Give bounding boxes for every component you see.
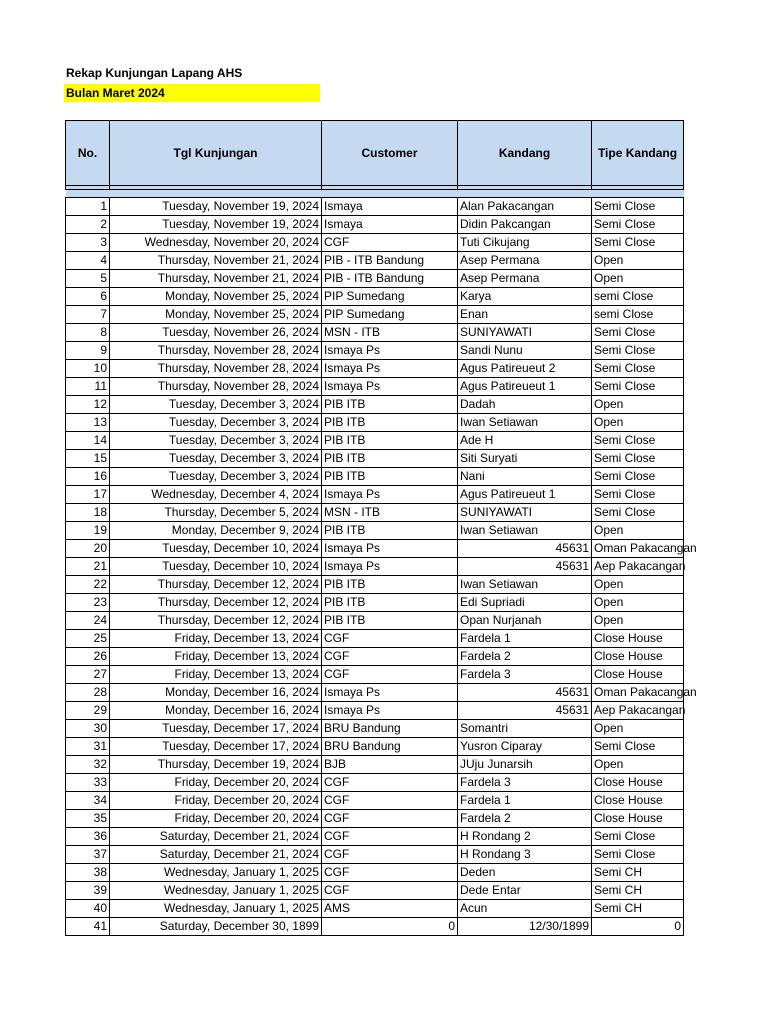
cell-customer: PIB - ITB Bandung xyxy=(322,252,458,270)
cell-tipe-kandang: Aep Pakacangan xyxy=(592,558,684,576)
cell-tipe-kandang: Close House xyxy=(592,648,684,666)
cell-customer: CGF xyxy=(322,810,458,828)
cell-tipe-kandang: Semi Close xyxy=(592,828,684,846)
cell-kandang: Asep Permana xyxy=(458,252,592,270)
cell-kandang: Fardela 1 xyxy=(458,630,592,648)
table-row xyxy=(66,630,684,648)
table-row xyxy=(66,720,684,738)
cell-kandang: Fardela 2 xyxy=(458,648,592,666)
cell-tipe-kandang: Semi Close xyxy=(592,738,684,756)
cell-tgl-kunjungan: Thursday, December 12, 2024 xyxy=(110,594,322,612)
cell-customer: CGF xyxy=(322,774,458,792)
cell-tgl-kunjungan: Friday, December 13, 2024 xyxy=(110,630,322,648)
cell-customer: BRU Bandung xyxy=(322,738,458,756)
cell-kandang: Tuti Cikujang xyxy=(458,234,592,252)
cell-tgl-kunjungan: Monday, December 16, 2024 xyxy=(110,684,322,702)
cell-tipe-kandang: Semi Close xyxy=(592,324,684,342)
cell-no: 20 xyxy=(66,540,110,558)
cell-tipe-kandang: Semi Close xyxy=(592,450,684,468)
table-row xyxy=(66,270,684,288)
table-row xyxy=(66,756,684,774)
cell-tgl-kunjungan: Thursday, December 19, 2024 xyxy=(110,756,322,774)
cell-no: 23 xyxy=(66,594,110,612)
cell-no: 8 xyxy=(66,324,110,342)
cell-customer: CGF xyxy=(322,666,458,684)
table-row xyxy=(66,810,684,828)
cell-no: 38 xyxy=(66,864,110,882)
table-row xyxy=(66,702,684,720)
cell-tgl-kunjungan: Thursday, December 12, 2024 xyxy=(110,612,322,630)
cell-kandang: 45631 xyxy=(458,684,592,702)
cell-customer: AMS xyxy=(322,900,458,918)
table-row xyxy=(66,882,684,900)
cell-tipe-kandang: Open xyxy=(592,756,684,774)
cell-kandang: Dede Entar xyxy=(458,882,592,900)
cell-tipe-kandang: Open xyxy=(592,396,684,414)
cell-kandang: SUNIYAWATI xyxy=(458,324,592,342)
table-row xyxy=(66,738,684,756)
cell-tipe-kandang: semi Close xyxy=(592,306,684,324)
cell-kandang: Asep Permana xyxy=(458,270,592,288)
cell-customer: Ismaya xyxy=(322,216,458,234)
cell-no: 7 xyxy=(66,306,110,324)
header-tipe: Tipe Kandang xyxy=(592,121,684,186)
table-row xyxy=(66,864,684,882)
table-row xyxy=(66,360,684,378)
cell-tgl-kunjungan: Tuesday, November 26, 2024 xyxy=(110,324,322,342)
cell-tgl-kunjungan: Friday, December 13, 2024 xyxy=(110,666,322,684)
cell-tipe-kandang: Close House xyxy=(592,630,684,648)
table-row xyxy=(66,396,684,414)
cell-tgl-kunjungan: Tuesday, December 3, 2024 xyxy=(110,414,322,432)
report-subtitle: Bulan Maret 2024 xyxy=(64,84,320,102)
cell-tgl-kunjungan: Saturday, December 21, 2024 xyxy=(110,846,322,864)
cell-tipe-kandang: Open xyxy=(592,270,684,288)
cell-customer: CGF xyxy=(322,648,458,666)
cell-customer: Ismaya Ps xyxy=(322,360,458,378)
cell-kandang: Karya xyxy=(458,288,592,306)
report-title: Rekap Kunjungan Lapang AHS xyxy=(66,66,243,80)
cell-kandang: Fardela 2 xyxy=(458,810,592,828)
cell-no: 15 xyxy=(66,450,110,468)
cell-tgl-kunjungan: Tuesday, December 3, 2024 xyxy=(110,468,322,486)
table-row xyxy=(66,504,684,522)
cell-customer: Ismaya Ps xyxy=(322,378,458,396)
cell-no: 25 xyxy=(66,630,110,648)
cell-tgl-kunjungan: Wednesday, November 20, 2024 xyxy=(110,234,322,252)
table-row xyxy=(66,846,684,864)
cell-kandang: Alan Pakacangan xyxy=(458,198,592,216)
cell-tipe-kandang: Aep Pakacangan xyxy=(592,702,684,720)
cell-customer: BRU Bandung xyxy=(322,720,458,738)
cell-kandang: 45631 xyxy=(458,540,592,558)
cell-kandang: SUNIYAWATI xyxy=(458,504,592,522)
cell-no: 37 xyxy=(66,846,110,864)
cell-no: 22 xyxy=(66,576,110,594)
cell-tipe-kandang: Oman Pakacangan xyxy=(592,540,684,558)
header-spacer-band xyxy=(66,190,684,198)
table-row xyxy=(66,450,684,468)
cell-customer: PIB ITB xyxy=(322,414,458,432)
cell-kandang: H Rondang 2 xyxy=(458,828,592,846)
cell-tgl-kunjungan: Friday, December 20, 2024 xyxy=(110,792,322,810)
table-row xyxy=(66,468,684,486)
cell-no: 26 xyxy=(66,648,110,666)
cell-no: 2 xyxy=(66,216,110,234)
cell-tgl-kunjungan: Thursday, November 28, 2024 xyxy=(110,360,322,378)
cell-tipe-kandang: Open xyxy=(592,612,684,630)
cell-tgl-kunjungan: Tuesday, November 19, 2024 xyxy=(110,198,322,216)
cell-no: 6 xyxy=(66,288,110,306)
cell-no: 17 xyxy=(66,486,110,504)
table-row xyxy=(66,288,684,306)
table-body xyxy=(66,198,697,936)
cell-customer: PIP Sumedang xyxy=(322,288,458,306)
table-row xyxy=(66,216,684,234)
cell-kandang: Opan Nurjanah xyxy=(458,612,592,630)
cell-no: 3 xyxy=(66,234,110,252)
cell-tipe-kandang: Open xyxy=(592,414,684,432)
cell-tgl-kunjungan: Tuesday, December 3, 2024 xyxy=(110,450,322,468)
cell-customer: 0 xyxy=(322,918,458,936)
cell-kandang: Yusron Ciparay xyxy=(458,738,592,756)
table-header-row xyxy=(66,121,684,186)
cell-kandang: Iwan Setiawan xyxy=(458,414,592,432)
cell-tipe-kandang: Open xyxy=(592,576,684,594)
cell-customer: CGF xyxy=(322,630,458,648)
cell-customer: PIB ITB xyxy=(322,396,458,414)
cell-kandang: Edi Supriadi xyxy=(458,594,592,612)
table-row xyxy=(66,594,684,612)
cell-kandang: JUju Junarsih xyxy=(458,756,592,774)
header-tgl: Tgl Kunjungan xyxy=(110,121,322,186)
table-row xyxy=(66,378,684,396)
cell-tipe-kandang: Close House xyxy=(592,810,684,828)
cell-no: 40 xyxy=(66,900,110,918)
cell-kandang: Enan xyxy=(458,306,592,324)
cell-customer: MSN - ITB xyxy=(322,504,458,522)
cell-tipe-kandang: Open xyxy=(592,720,684,738)
cell-tipe-kandang: Semi Close xyxy=(592,468,684,486)
cell-kandang: Iwan Setiawan xyxy=(458,576,592,594)
cell-kandang: 45631 xyxy=(458,702,592,720)
table-row xyxy=(66,900,684,918)
cell-customer: Ismaya Ps xyxy=(322,684,458,702)
cell-tgl-kunjungan: Saturday, December 21, 2024 xyxy=(110,828,322,846)
cell-tgl-kunjungan: Friday, December 13, 2024 xyxy=(110,648,322,666)
cell-tipe-kandang: Close House xyxy=(592,792,684,810)
cell-tgl-kunjungan: Tuesday, December 10, 2024 xyxy=(110,558,322,576)
table-row xyxy=(66,684,684,702)
cell-no: 36 xyxy=(66,828,110,846)
cell-no: 10 xyxy=(66,360,110,378)
cell-kandang: Nani xyxy=(458,468,592,486)
cell-customer: PIB ITB xyxy=(322,432,458,450)
cell-no: 24 xyxy=(66,612,110,630)
cell-no: 32 xyxy=(66,756,110,774)
cell-kandang: Sandi Nunu xyxy=(458,342,592,360)
cell-customer: CGF xyxy=(322,234,458,252)
cell-kandang: Somantri xyxy=(458,720,592,738)
cell-tgl-kunjungan: Monday, December 16, 2024 xyxy=(110,702,322,720)
cell-customer: CGF xyxy=(322,846,458,864)
cell-tgl-kunjungan: Monday, November 25, 2024 xyxy=(110,306,322,324)
cell-no: 41 xyxy=(66,918,110,936)
cell-tipe-kandang: Semi Close xyxy=(592,378,684,396)
cell-kandang: Ade H xyxy=(458,432,592,450)
cell-tipe-kandang: Oman Pakacangan xyxy=(592,684,684,702)
cell-tgl-kunjungan: Tuesday, December 10, 2024 xyxy=(110,540,322,558)
cell-tipe-kandang: Close House xyxy=(592,774,684,792)
cell-no: 18 xyxy=(66,504,110,522)
cell-no: 9 xyxy=(66,342,110,360)
header-no: No. xyxy=(66,121,110,186)
cell-customer: PIP Sumedang xyxy=(322,306,458,324)
cell-no: 31 xyxy=(66,738,110,756)
cell-no: 27 xyxy=(66,666,110,684)
cell-tgl-kunjungan: Monday, December 9, 2024 xyxy=(110,522,322,540)
cell-tipe-kandang: Semi Close xyxy=(592,234,684,252)
cell-customer: PIB - ITB Bandung xyxy=(322,270,458,288)
cell-customer: BJB xyxy=(322,756,458,774)
cell-customer: Ismaya Ps xyxy=(322,558,458,576)
cell-no: 1 xyxy=(66,198,110,216)
cell-no: 30 xyxy=(66,720,110,738)
cell-customer: CGF xyxy=(322,792,458,810)
cell-tgl-kunjungan: Friday, December 20, 2024 xyxy=(110,774,322,792)
cell-no: 28 xyxy=(66,684,110,702)
cell-tipe-kandang: Open xyxy=(592,594,684,612)
cell-tgl-kunjungan: Tuesday, December 17, 2024 xyxy=(110,738,322,756)
cell-tipe-kandang: Semi CH xyxy=(592,900,684,918)
cell-kandang: Siti Suryati xyxy=(458,450,592,468)
cell-kandang: Iwan Setiawan xyxy=(458,522,592,540)
table-row xyxy=(66,252,684,270)
cell-tgl-kunjungan: Thursday, December 5, 2024 xyxy=(110,504,322,522)
cell-tgl-kunjungan: Tuesday, November 19, 2024 xyxy=(110,216,322,234)
table-row xyxy=(66,198,684,216)
cell-customer: PIB ITB xyxy=(322,576,458,594)
cell-kandang: Agus Patireueut 1 xyxy=(458,486,592,504)
cell-no: 29 xyxy=(66,702,110,720)
cell-kandang: Acun xyxy=(458,900,592,918)
table-row xyxy=(66,540,684,558)
cell-customer: Ismaya Ps xyxy=(322,702,458,720)
table-row xyxy=(66,918,684,936)
cell-tipe-kandang: Close House xyxy=(592,666,684,684)
cell-tipe-kandang: Open xyxy=(592,252,684,270)
table-row xyxy=(66,558,684,576)
cell-customer: Ismaya Ps xyxy=(322,486,458,504)
cell-tgl-kunjungan: Thursday, November 21, 2024 xyxy=(110,270,322,288)
cell-no: 34 xyxy=(66,792,110,810)
cell-tgl-kunjungan: Saturday, December 30, 1899 xyxy=(110,918,322,936)
cell-tgl-kunjungan: Thursday, December 12, 2024 xyxy=(110,576,322,594)
cell-tgl-kunjungan: Wednesday, January 1, 2025 xyxy=(110,882,322,900)
table-row xyxy=(66,414,684,432)
cell-customer: CGF xyxy=(322,882,458,900)
cell-kandang: Agus Patireueut 2 xyxy=(458,360,592,378)
cell-tgl-kunjungan: Friday, December 20, 2024 xyxy=(110,810,322,828)
cell-customer: PIB ITB xyxy=(322,522,458,540)
cell-kandang: Fardela 1 xyxy=(458,792,592,810)
cell-no: 21 xyxy=(66,558,110,576)
cell-no: 33 xyxy=(66,774,110,792)
cell-no: 14 xyxy=(66,432,110,450)
visit-table xyxy=(65,120,697,936)
cell-customer: PIB ITB xyxy=(322,612,458,630)
cell-kandang: Agus Patireueut 1 xyxy=(458,378,592,396)
cell-no: 4 xyxy=(66,252,110,270)
cell-no: 5 xyxy=(66,270,110,288)
table-row xyxy=(66,306,684,324)
table-row xyxy=(66,486,684,504)
cell-tgl-kunjungan: Tuesday, December 17, 2024 xyxy=(110,720,322,738)
cell-kandang: Didin Pakcangan xyxy=(458,216,592,234)
cell-tgl-kunjungan: Thursday, November 28, 2024 xyxy=(110,378,322,396)
cell-tipe-kandang: Semi CH xyxy=(592,882,684,900)
table-row xyxy=(66,774,684,792)
cell-customer: Ismaya Ps xyxy=(322,540,458,558)
cell-tipe-kandang: Semi Close xyxy=(592,846,684,864)
cell-tipe-kandang: Semi Close xyxy=(592,360,684,378)
cell-kandang: H Rondang 3 xyxy=(458,846,592,864)
cell-tipe-kandang: Semi Close xyxy=(592,216,684,234)
table-row xyxy=(66,234,684,252)
cell-kandang: Fardela 3 xyxy=(458,774,592,792)
cell-customer: PIB ITB xyxy=(322,450,458,468)
cell-tipe-kandang: Semi Close xyxy=(592,486,684,504)
cell-tipe-kandang: Semi Close xyxy=(592,342,684,360)
cell-tgl-kunjungan: Wednesday, December 4, 2024 xyxy=(110,486,322,504)
cell-no: 19 xyxy=(66,522,110,540)
cell-tgl-kunjungan: Thursday, November 21, 2024 xyxy=(110,252,322,270)
cell-tipe-kandang: Semi Close xyxy=(592,198,684,216)
cell-no: 12 xyxy=(66,396,110,414)
cell-no: 35 xyxy=(66,810,110,828)
cell-no: 39 xyxy=(66,882,110,900)
table-row xyxy=(66,792,684,810)
header-customer: Customer xyxy=(322,121,458,186)
cell-customer: Ismaya Ps xyxy=(322,342,458,360)
cell-no: 11 xyxy=(66,378,110,396)
cell-tipe-kandang: Semi Close xyxy=(592,504,684,522)
table-row xyxy=(66,612,684,630)
cell-customer: CGF xyxy=(322,864,458,882)
cell-customer: MSN - ITB xyxy=(322,324,458,342)
cell-tipe-kandang: semi Close xyxy=(592,288,684,306)
cell-customer: PIB ITB xyxy=(322,468,458,486)
cell-no: 16 xyxy=(66,468,110,486)
cell-tipe-kandang: Open xyxy=(592,522,684,540)
cell-kandang: Deden xyxy=(458,864,592,882)
cell-tipe-kandang: Semi Close xyxy=(592,432,684,450)
cell-tgl-kunjungan: Monday, November 25, 2024 xyxy=(110,288,322,306)
table-row xyxy=(66,666,684,684)
table-row xyxy=(66,432,684,450)
cell-tgl-kunjungan: Tuesday, December 3, 2024 xyxy=(110,432,322,450)
cell-tipe-kandang: Semi CH xyxy=(592,864,684,882)
cell-kandang: 45631 xyxy=(458,558,592,576)
table-row xyxy=(66,342,684,360)
cell-tipe-kandang: 0 xyxy=(592,918,684,936)
header-kandang: Kandang xyxy=(458,121,592,186)
cell-kandang: Dadah xyxy=(458,396,592,414)
cell-kandang: 12/30/1899 xyxy=(458,918,592,936)
table-row xyxy=(66,828,684,846)
table-row xyxy=(66,576,684,594)
table-row xyxy=(66,324,684,342)
cell-tgl-kunjungan: Wednesday, January 1, 2025 xyxy=(110,900,322,918)
cell-customer: PIB ITB xyxy=(322,594,458,612)
cell-tgl-kunjungan: Tuesday, December 3, 2024 xyxy=(110,396,322,414)
cell-tgl-kunjungan: Thursday, November 28, 2024 xyxy=(110,342,322,360)
cell-kandang: Fardela 3 xyxy=(458,666,592,684)
cell-no: 13 xyxy=(66,414,110,432)
cell-customer: Ismaya xyxy=(322,198,458,216)
table-row xyxy=(66,648,684,666)
cell-customer: CGF xyxy=(322,828,458,846)
cell-tgl-kunjungan: Wednesday, January 1, 2025 xyxy=(110,864,322,882)
table-row xyxy=(66,522,684,540)
